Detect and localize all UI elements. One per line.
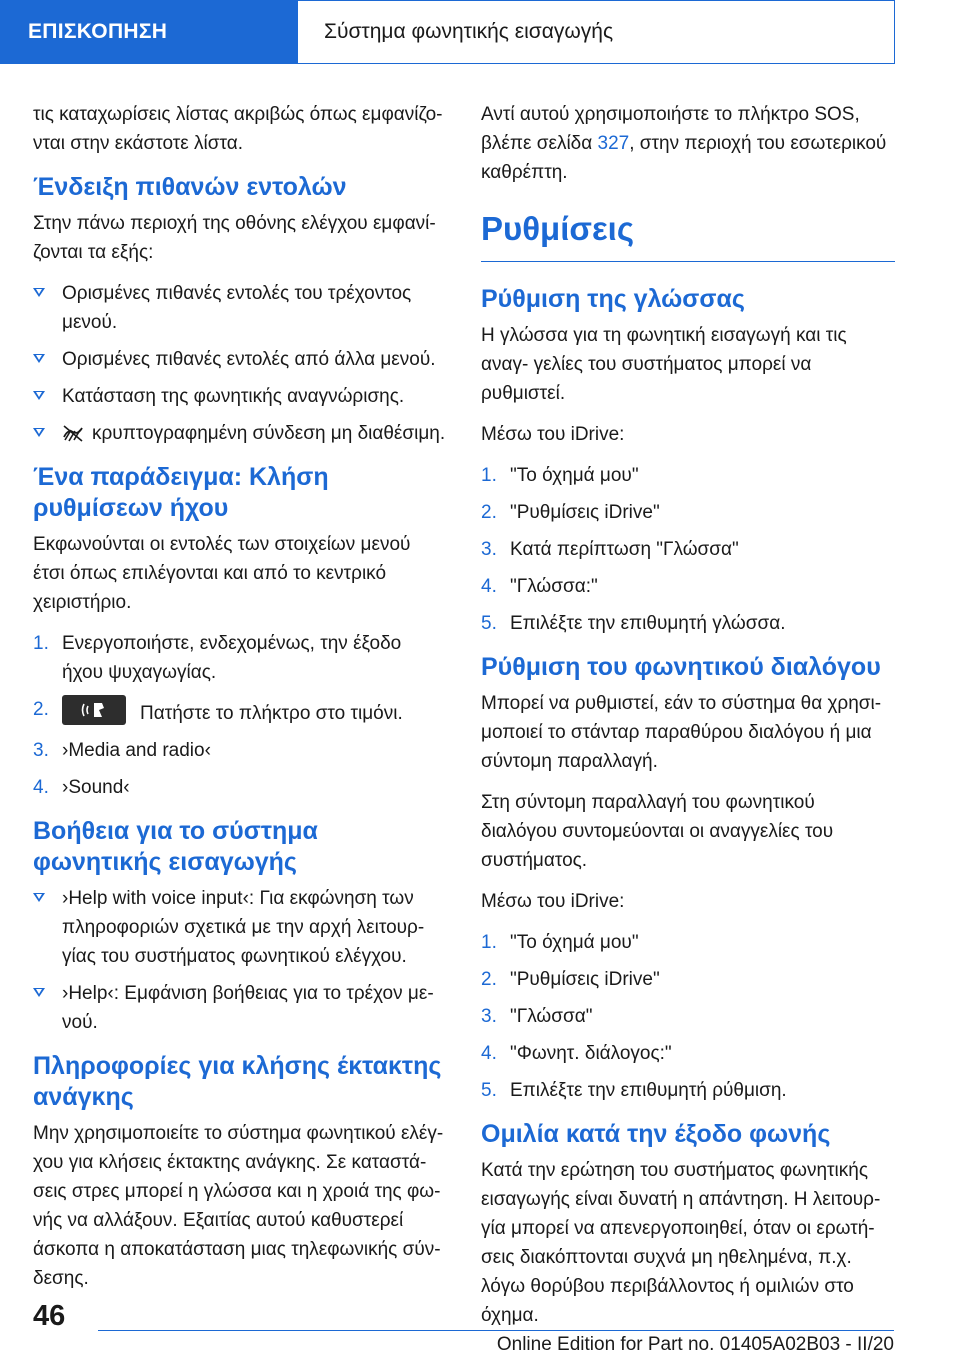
bullet-triangle-icon bbox=[33, 354, 45, 363]
bullet-triangle-icon bbox=[33, 893, 45, 902]
list-item: 3. ›Media and radio‹ bbox=[33, 740, 211, 761]
sos-paragraph: Αντί αυτού χρησιμοποιήστε το πλήκτρο SOS, βλέπε σελίδα 327, στην περιοχή του εσωτερικού καθρέπτη. bbox=[481, 104, 887, 183]
right-column bbox=[481, 100, 895, 1342]
heading-emergency: Πληροφορίες για κλήσης έκτακτης ανάγκης bbox=[33, 1052, 442, 1111]
language-text: Η γλώσσα για τη φωνητική εισαγωγή και τις αναγ- γελίες του συστήματος μπορεί να ρυθμιστεί. bbox=[481, 325, 847, 404]
dialog-steps-list bbox=[481, 928, 895, 1105]
example-steps-list bbox=[33, 629, 447, 802]
possible-commands-text: Στην πάνω περιοχή της οθόνης ελέγχου εμφανί- ζονται τα εξής: bbox=[33, 213, 436, 263]
list-item: Ορισμένες πιθανές εντολές του τρέχοντος μενού. bbox=[33, 279, 447, 337]
dialog-text-1: Μπορεί να ρυθμιστεί, εάν το σύστημα θα χρησι- μοποιεί το στάνταρ παραθύρου διαλόγου ή μια σύντομη παραλλαγή. bbox=[481, 693, 882, 772]
list-item: 2. "Ρυθμίσεις iDrive" bbox=[481, 502, 660, 523]
footer-edition: Online Edition for Part no. 01405A02B03 - II/20 bbox=[496, 1334, 894, 1355]
list-item: ›Help with voice input‹: Για εκφώνηση των πληροφοριών σχετικά με την αρχή λειτουρ- γίας του συστήματος φωνητικού ελέγχου. bbox=[33, 884, 447, 971]
section-tab: ΕΠΙΣΚΟΠΗΣΗ bbox=[0, 0, 298, 64]
dialog-text-2: Στη σύντομη παραλλαγή του φωνητικού διαλόγου συντομεύονται οι αναγγελίες του συστήματος. bbox=[481, 792, 834, 871]
heading-language: Ρύθμιση της γλώσσας bbox=[481, 285, 745, 313]
help-list bbox=[33, 884, 447, 1037]
language-steps-list bbox=[481, 461, 895, 638]
bullet-triangle-icon bbox=[33, 428, 45, 437]
voice-button-icon bbox=[62, 695, 126, 725]
intro-paragraph: τις καταχωρίσεις λίστας ακριβώς όπως εμφανίζο- νται στην εκάστοτε λίστα. bbox=[33, 104, 443, 154]
page-number: 46 bbox=[33, 1300, 66, 1332]
bullet-triangle-icon bbox=[33, 988, 45, 997]
bullet-triangle-icon bbox=[33, 288, 45, 297]
list-item: 1. "Το όχημά μου" bbox=[481, 932, 639, 953]
via-idrive: Μέσω του iDrive: bbox=[481, 424, 625, 445]
list-item: 3. Κατά περίπτωση "Γλώσσα" bbox=[481, 539, 739, 560]
emergency-text: Μην χρησιμοποιείτε το σύστημα φωνητικού ελέγ- χου για κλήσεις έκτακτης ανάγκης. Σε καταστά- σεις στρες μπορεί η γλώσσα και η χροιά της φω- νής να αλλάξουν. Εξαιτίας αυτού καθυστερεί άσκοπα η αποκατάσταση μιας τηλεφωνικής σύν- δεσης. bbox=[33, 1123, 444, 1289]
example-text: Εκφωνούνται οι εντολές των στοιχείων μενού έτσι όπως επιλέγονται και από το κεντρικό χειριστήριο. bbox=[33, 534, 411, 613]
heading-dialog: Ρύθμιση του φωνητικού διαλόγου bbox=[481, 653, 881, 681]
list-item: 4. "Φωνητ. διάλογος:" bbox=[481, 1043, 672, 1064]
bullet-triangle-icon bbox=[33, 391, 45, 400]
list-item: 4. "Γλώσσα:" bbox=[481, 576, 598, 597]
via-idrive: Μέσω του iDrive: bbox=[481, 891, 625, 912]
list-item: 2. "Ρυθμίσεις iDrive" bbox=[481, 969, 660, 990]
list-item: Ορισμένες πιθανές εντολές από άλλα μενού. bbox=[33, 345, 447, 374]
unencrypted-connection-icon bbox=[62, 424, 84, 442]
list-item: 2. Πατήστε το πλήκτρο στο τιμόνι. bbox=[33, 695, 447, 728]
list-item: 5. Επιλέξτε την επιθυμητή γλώσσα. bbox=[481, 613, 786, 634]
heading-help: Βοήθεια για το σύστημα φωνητικής εισαγωγής bbox=[33, 817, 318, 876]
list-item: ›Help‹: Εμφάνιση βοήθειας για το τρέχον με- νού. bbox=[33, 979, 447, 1037]
speech-text: Κατά την ερώτηση του συστήματος φωνητικής εισαγωγής είναι δυνατή η απάντηση. Η λειτουρ- γία μπορεί να απενεργοποιηθεί, όταν οι ερωτή- σεις διακόπτονται συχνά μη ηθελημένα, π.χ. λόγω θορύβου περιβάλλοντος ή ομιλιών στο όχημα. bbox=[481, 1160, 881, 1326]
list-item: 5. Επιλέξτε την επιθυμητή ρύθμιση. bbox=[481, 1080, 787, 1101]
list-item: 4. ›Sound‹ bbox=[33, 777, 130, 798]
page-header bbox=[0, 0, 960, 66]
footer-divider bbox=[98, 1330, 894, 1331]
heading-speech: Ομιλία κατά την έξοδο φωνής bbox=[481, 1120, 831, 1148]
list-item: 1. "Το όχημά μου" bbox=[481, 465, 639, 486]
chapter-title: Σύστημα φωνητικής εισαγωγής bbox=[298, 0, 895, 64]
list-item: 1. Ενεργοποιήστε, ενδεχομένως, την έξοδο ήχου ψυχαγωγίας. bbox=[33, 633, 402, 683]
list-item: Κατάσταση της φωνητικής αναγνώρισης. bbox=[33, 382, 447, 411]
page-link[interactable]: 327 bbox=[597, 133, 630, 154]
heading-possible-commands: Ένδειξη πιθανών εντολών bbox=[33, 173, 347, 201]
list-item: 3. "Γλώσσα" bbox=[481, 1006, 593, 1027]
left-column bbox=[33, 100, 447, 1305]
heading-settings: Ρυθμίσεις bbox=[481, 209, 895, 262]
heading-example: Ένα παράδειγμα: Κλήση ρυθμίσεων ήχου bbox=[33, 463, 329, 522]
list-item: κρυπτογραφημένη σύνδεση μη διαθέσιμη. bbox=[33, 419, 447, 448]
possible-commands-list bbox=[33, 279, 447, 448]
